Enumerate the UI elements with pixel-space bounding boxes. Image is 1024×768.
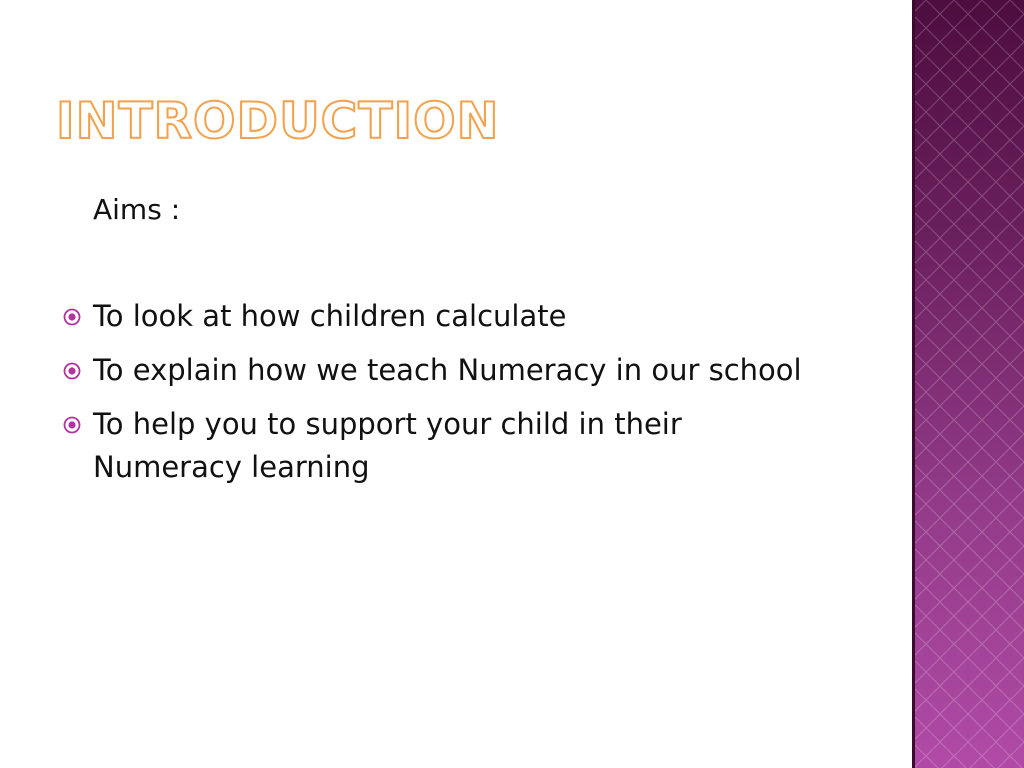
bullet-item <box>62 349 822 392</box>
diamond-pattern <box>912 0 1024 768</box>
bullet-item <box>62 403 822 489</box>
target-bullet-icon <box>63 308 81 326</box>
target-bullet-icon <box>63 362 81 380</box>
bullet-list <box>62 295 822 500</box>
bullet-text: To look at how children calculate <box>93 299 567 333</box>
bullet-text: To explain how we teach Numeracy in our school <box>93 353 802 387</box>
aims-heading: Aims : <box>93 193 181 226</box>
bullet-text: To help you to support your child in their Numeracy learning <box>93 407 682 484</box>
target-bullet-icon <box>63 416 81 434</box>
decorative-side-band <box>912 0 1024 768</box>
bullet-item <box>62 295 822 338</box>
side-band-edge <box>912 0 915 768</box>
slide-title: INTRODUCTION <box>56 92 500 150</box>
